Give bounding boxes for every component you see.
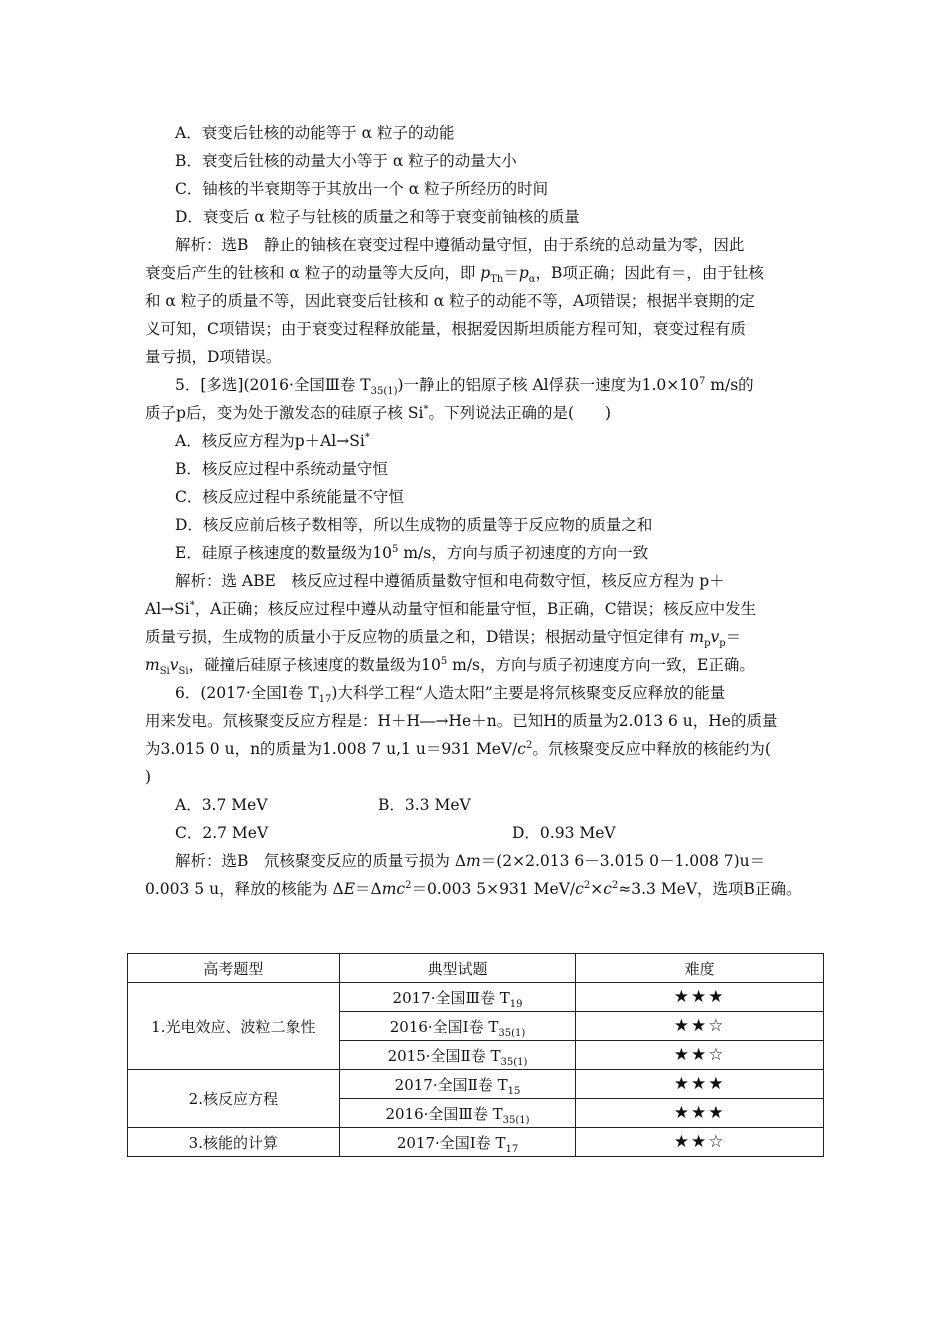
topic-cell: 2.核反应方程 [128, 1070, 340, 1128]
q6-stem-line-1: 6．(2017·全国Ⅰ卷 $T_{17}$)大科学工程“人造太阳”主要是将氘核聚变反应释放的能量 [175, 684, 726, 706]
table-row [128, 1128, 824, 1157]
table-header-row [128, 954, 824, 983]
q6-option-a: A．3.7 MeV [175, 796, 268, 814]
table-row [128, 983, 824, 1012]
exam-cell: 2017·全国Ⅰ卷 $T_{17}$ [339, 1128, 576, 1157]
q6-stem-line-4: ) [145, 768, 152, 786]
difficulty-stars: ★★★ [576, 1099, 824, 1128]
topic-cell: 1.光电效应、波粒二象性 [128, 983, 340, 1070]
q5-answer-line-4: $m_{Si}v_{Si}$，碰撞后硅原子核速度的数量级为$10^5$ m/s，方向与质子初速度方向一致，E正确。 [145, 655, 755, 678]
q6-answer-line-1: 解析：选B 氘核聚变反应的质量亏损为 Δm＝(2×2.013 6－3.015 0－1.008 7)u＝ [175, 852, 766, 870]
q4-option-d: D．衰变后 α 粒子与钍核的质量之和等于衰变前铀核的质量 [175, 208, 580, 226]
exam-cell: 2017·全国Ⅲ卷 $T_{19}$ [339, 983, 576, 1012]
topic-cell: 3.核能的计算 [128, 1128, 340, 1157]
difficulty-stars: ★★☆ [576, 1128, 824, 1157]
header-type: 高考题型 [128, 954, 340, 983]
q4-answer-line-2: 衰变后产生的钍核和 α 粒子的动量等大反向，即 $p_{Th}=p_\alpha$，B项正确；因此有＝，由于钍核 [145, 264, 764, 286]
q6-option-b: B．3.3 MeV [378, 796, 471, 814]
difficulty-stars: ★★★ [576, 983, 824, 1012]
q5-answer-line-3: 质量亏损，生成物的质量小于反应物的质量之和，D错误；根据动量守恒定律有 $m_pv_p=$ [145, 628, 742, 650]
difficulty-stars: ★★☆ [576, 1041, 824, 1070]
table-row [128, 1070, 824, 1099]
difficulty-stars: ★★☆ [576, 1012, 824, 1041]
q5-answer-line-2: Al→Si*，A正确；核反应过程中遵从动量守恒和能量守恒，B正确，C错误；核反应中发生 [145, 599, 757, 618]
q4-answer-line-4: 义可知，C项错误；由于衰变过程释放能量，根据爱因斯坦质能方程可知，衰变过程有质 [145, 320, 746, 338]
difficulty-stars: ★★★ [576, 1070, 824, 1099]
q4-option-b: B．衰变后钍核的动量大小等于 α 粒子的动量大小 [175, 152, 517, 170]
header-difficulty: 难度 [576, 954, 824, 983]
q5-option-b: B．核反应过程中系统动量守恒 [175, 460, 388, 478]
exam-topic-table [127, 953, 824, 1157]
q5-answer-line-1: 解析：选 ABE 核反应过程中遵循质量数守恒和电荷数守恒，核反应方程为 p＋ [175, 572, 725, 590]
q5-option-e: E．硅原子核速度的数量级为$10^5$ m/s，方向与质子初速度的方向一致 [175, 543, 649, 562]
q6-stem-line-2: 用来发电。氘核聚变反应方程是：H＋H―→He＋n。已知H的质量为2.013 6 u，He的质量 [145, 712, 778, 730]
q6-option-c: C．2.7 MeV [175, 824, 269, 842]
q5-stem-line-2: 质子p后，变为处于激发态的硅原子核 Si*。下列说法正确的是( ) [145, 403, 612, 422]
exam-cell: 2015·全国Ⅱ卷 $T_{35(1)}$ [339, 1041, 576, 1070]
q5-option-d: D．核反应前后核子数相等，所以生成物的质量等于反应物的质量之和 [175, 516, 653, 534]
exam-cell: 2016·全国Ⅲ卷 $T_{35(1)}$ [339, 1099, 576, 1128]
header-exam: 典型试题 [339, 954, 576, 983]
q4-option-a: A．衰变后钍核的动能等于 α 粒子的动能 [175, 124, 455, 142]
exam-cell: 2017·全国Ⅱ卷 $T_{15}$ [339, 1070, 576, 1099]
q6-stem-line-3: 为3.015 0 u，n的质量为1.008 7 u,1 u＝931 MeV/$c^2$。氘核聚变反应中释放的核能约为( [145, 739, 771, 758]
q4-option-c: C．铀核的半衰期等于其放出一个 α 粒子所经历的时间 [175, 180, 549, 198]
q6-answer-line-2: 0.003 5 u，释放的核能为 ΔE＝Δmc$^2$＝0.003 5×931 MeV/$c^2\times c^2\approx 3.3$ MeV，选项B正确。 [145, 879, 802, 898]
exam-cell: 2016·全国Ⅰ卷 $T_{35(1)}$ [339, 1012, 576, 1041]
q5-option-c: C．核反应过程中系统能量不守恒 [175, 488, 404, 506]
q6-option-d: D．0.93 MeV [512, 824, 616, 842]
q4-answer-line-3: 和 α 粒子的质量不等，因此衰变后钍核和 α 粒子的动能不等，A项错误；根据半衰期的定 [145, 292, 755, 310]
q4-answer-line-5: 量亏损，D项错误。 [145, 348, 282, 366]
q4-answer-line-1: 解析：选B 静止的铀核在衰变过程中遵循动量守恒，由于系统的总动量为零，因此 [175, 236, 745, 254]
q5-option-a: A．核反应方程为p＋Al→Si* [175, 431, 370, 450]
q5-stem-line-1: 5．[多选](2016·全国Ⅲ卷 $T_{35(1)}$)一静止的铝原子核 Al俘获一速度为$1.0\times 10^7$ m/s的 [175, 375, 754, 398]
